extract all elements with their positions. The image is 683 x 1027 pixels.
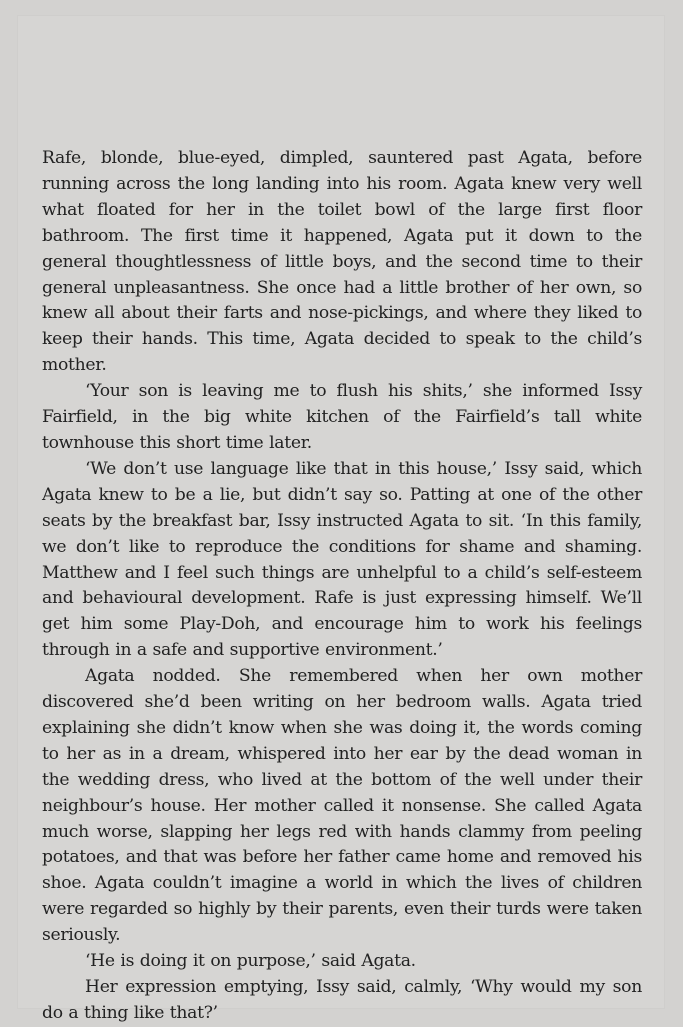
paragraph: ‘He is doing it on purpose,’ said Agata. [85,951,416,972]
paragraph: ‘Your son is leaving me to flush his shits,’ she informed Issy Fairfield, in the big white kitchen of the Fairfield’s tall white townhouse this short time later. [42,381,642,453]
paragraph: Her expression emptying, Issy said, calmly, ‘Why would my son do a thing like that?’ [42,977,642,1023]
paragraph: ‘We don’t use language like that in this house,’ Issy said, which Agata knew to be a lie, but didn’t say so. Patting at one of the other seats by the breakfast bar, Issy instructed Agata to sit. ‘In this family, we don’t like to reproduce the conditions for shame and shaming. Matthew and I feel such things are unhelpful to a child’s self-esteem and behavioural development. Rafe is just expressing himself. We’ll get him some Play-Doh, and encourage him to work his feelings through in a safe and supportive environment.’ [42,458,642,661]
body-text [42,146,642,1027]
paragraph: Rafe, blonde, blue-eyed, dimpled, sauntered past Agata, before running across the long landing into his room. Agata knew very well what floated for her in the toilet bowl of the large first floor bathroom. The first time it happened, Agata put it down to the general thoughtlessness of little boys, and the second time to their general unpleasantness. She once had a little brother of her own, so knew all about their farts and nose-pickings, and where they liked to keep their hands. This time, Agata decided to speak to the child’s mother. [42,148,642,376]
paragraph: Agata nodded. She remembered when her own mother discovered she’d been writing on her bedroom walls. Agata tried explaining she didn’t know when she was doing it, the words coming to her as in a dream, whispered into her ear by the dead woman in the wedding dress, who lived at the bottom of the well under their neighbour’s house. Her mother called it nonsense. She called Agata much worse, slapping her legs red with hands clammy from peeling potatoes, and that was before her father came home and removed his shoe. Agata couldn’t imagine a world in which the lives of children were regarded so highly by their parents, even their turds were taken seriously. [42,666,642,946]
